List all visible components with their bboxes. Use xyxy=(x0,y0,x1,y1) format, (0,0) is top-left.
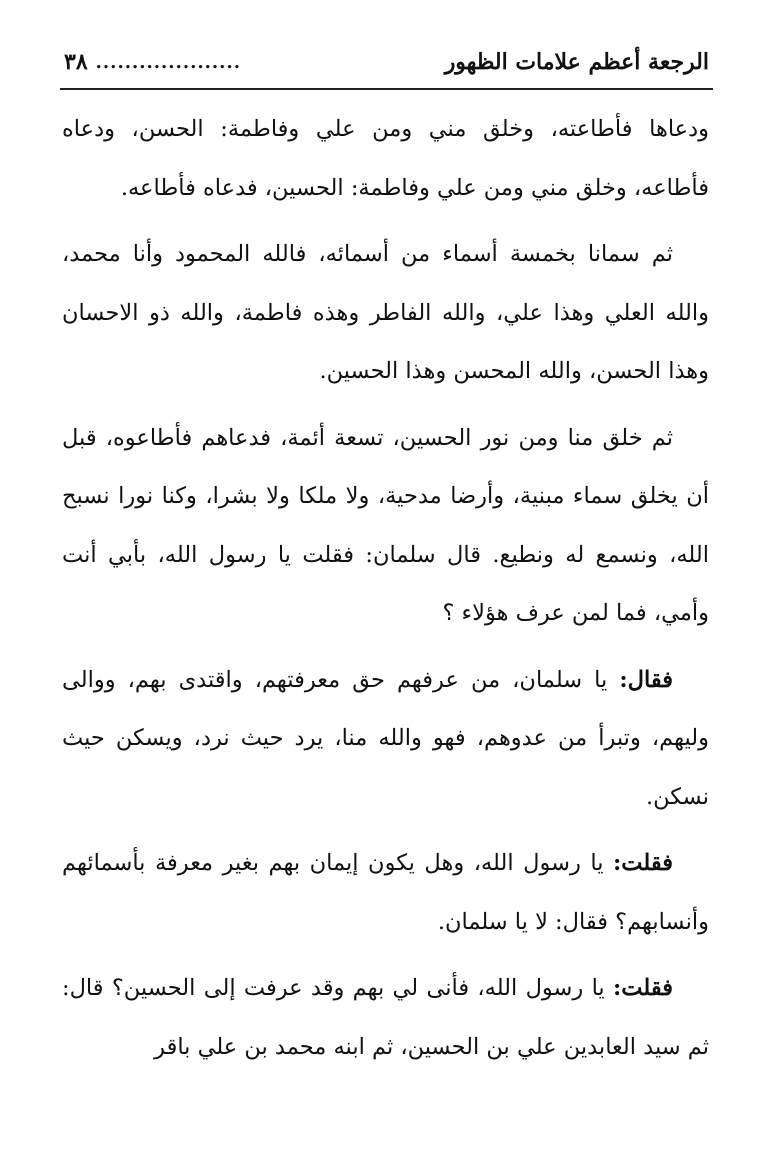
paragraph-lead: فقلت: xyxy=(613,850,673,876)
paragraph-text: يا رسول الله، فأنى لي بهم وقد عرفت إلى الحسين؟ قال: ثم سيد العابدين علي بن الحسين، ثم ابنه محمد بن علي باقر xyxy=(62,975,709,1060)
paragraph-text: يا رسول الله، وهل يكون إيمان بهم بغير معرفة بأسمائهم وأنسابهم؟ فقال: لا يا سلمان. xyxy=(62,850,709,935)
header-dot-leader: .................... xyxy=(95,51,241,73)
paragraph-4 xyxy=(62,651,709,827)
paragraph-text: ثم خلق منا ومن نور الحسين، تسعة أئمة، فدعاهم فأطاعوه، قبل أن يخلق سماء مبنية، وأرضا مدحية، ولا ملكا ولا بشرا، وكنا نورا نسبح الله، ونسمع له ونطيع. قال سلمان: فقلت يا رسول الله، بأبي أنت وأمي، فما لمن عرف هؤلاء ؟ xyxy=(62,424,709,626)
paragraph-2 xyxy=(62,225,709,401)
paragraph-5 xyxy=(62,834,709,951)
paragraph-text: يا سلمان، من عرفهم حق معرفتهم، واقتدى بهم، ووالى وليهم، وتبرأ من عدوهم، فهو والله منا، يرد حيث نرد، ويسكن حيث نسكن. xyxy=(62,666,709,810)
paragraph-text: ثم سمانا بخمسة أسماء من أسمائه، فالله المحمود وأنا محمد، والله العلي وهذا علي، والله الفاطر وهذه فاطمة، والله ذو الاحسان وهذا الحسن، والله المحسن وهذا الحسين. xyxy=(62,241,709,384)
running-title: الرجعة أعظم علامات الظهور xyxy=(444,49,709,75)
paragraph-lead: فقال: xyxy=(619,666,673,693)
paragraph-lead: فقلت: xyxy=(613,975,673,1001)
page-header xyxy=(64,38,709,86)
paragraph-3 xyxy=(62,409,709,643)
page-number: ٣٨ xyxy=(64,49,88,75)
page-body xyxy=(62,100,709,1084)
header-number-group xyxy=(64,49,241,75)
paragraph-6 xyxy=(62,959,709,1076)
paragraph-1 xyxy=(62,100,709,217)
paragraph-text: ودعاها فأطاعته، وخلق مني ومن علي وفاطمة: الحسن، ودعاه فأطاعه، وخلق مني ومن علي وفاطمة: الحسين، فدعاه فأطاعه. xyxy=(62,116,709,201)
header-divider xyxy=(60,88,713,90)
